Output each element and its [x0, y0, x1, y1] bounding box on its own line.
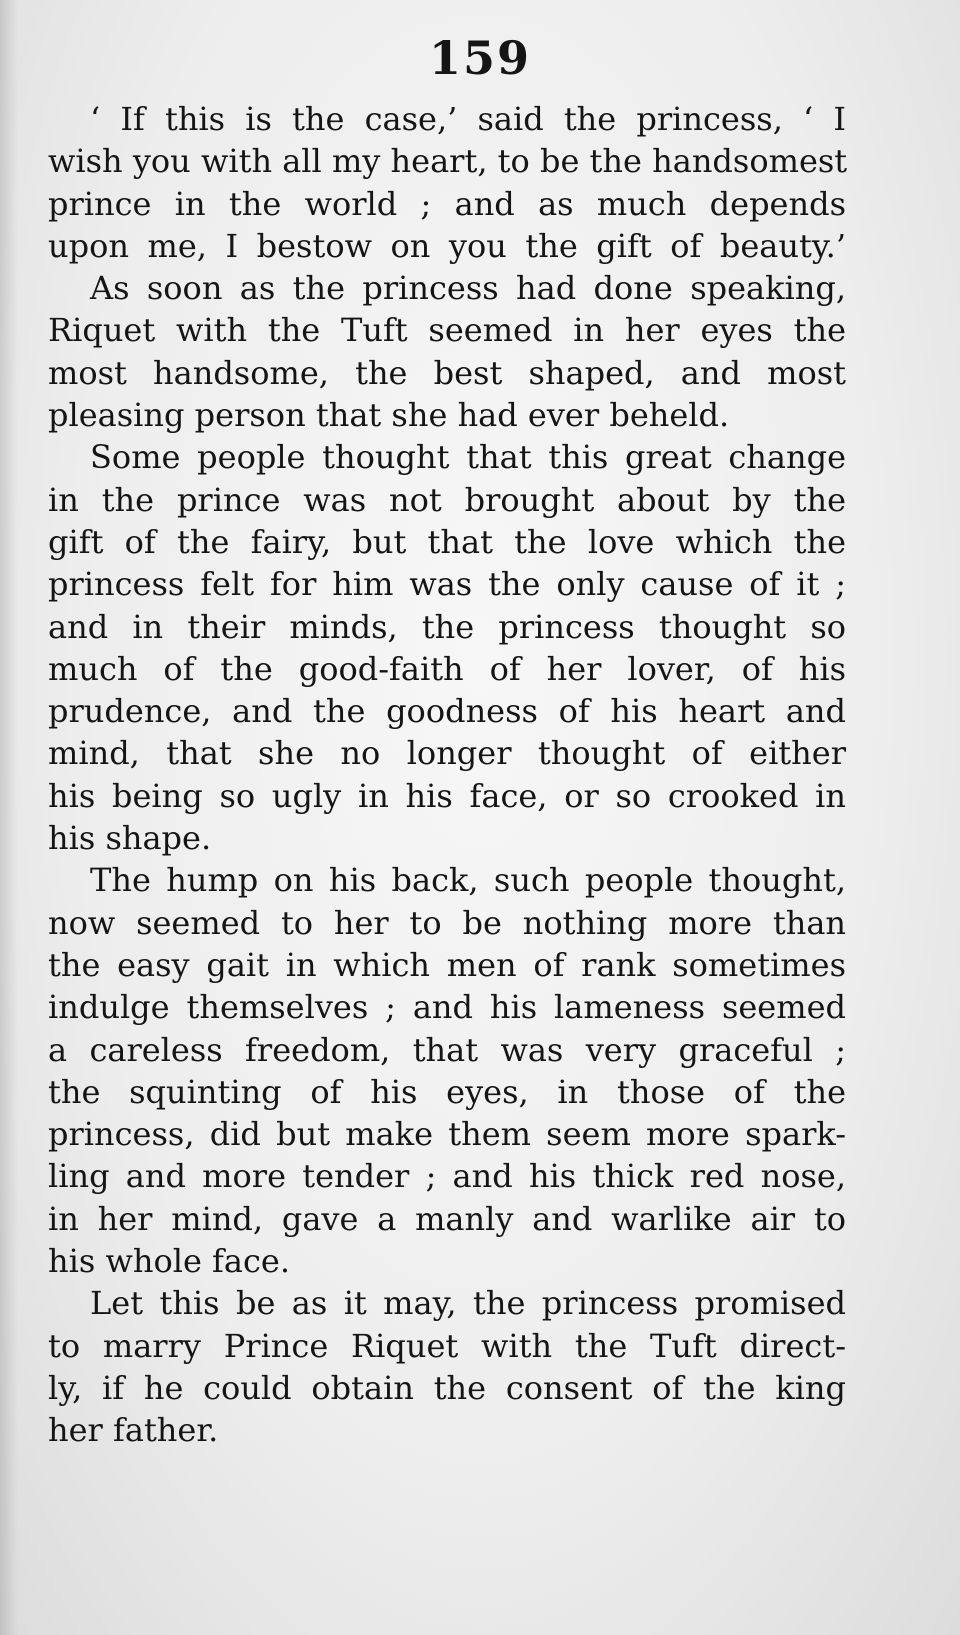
text-line: to marry Prince Riquet with the Tuft direct-: [48, 1326, 846, 1365]
text-line: mind, that she no longer thought of either: [48, 734, 846, 773]
text-line: in her mind, gave a manly and warlike air to: [48, 1199, 846, 1238]
text-line: Let this be as it may, the princess promised: [90, 1284, 846, 1323]
text-line: pleasing person that she had ever beheld.: [48, 396, 730, 435]
text-line: prince in the world ; and as much depends: [48, 184, 846, 223]
text-line: wish you with all my heart, to be the handsomest: [48, 142, 848, 181]
text-line: prudence, and the goodness of his heart and: [48, 692, 846, 731]
text-line: his whole face.: [48, 1242, 290, 1281]
text-line: princess, did but make them seem more spark-: [48, 1115, 846, 1154]
text-line: upon me, I bestow on you the gift of beauty.’: [48, 226, 846, 265]
text-line: most handsome, the best shaped, and most: [48, 353, 846, 392]
text-line: Some people thought that this great change: [90, 438, 846, 477]
text-line: ling and more tender ; and his thick red nose,: [48, 1157, 846, 1196]
text-line: As soon as the princess had done speaking,: [90, 269, 846, 308]
text-line: Riquet with the Tuft seemed in her eyes the: [48, 311, 846, 350]
text-line: gift of the fairy, but that the love which the: [48, 522, 846, 561]
text-line: now seemed to her to be nothing more than: [48, 903, 846, 942]
text-line: princess felt for him was the only cause of it ;: [48, 565, 846, 604]
text-line: a careless freedom, that was very graceful ;: [48, 1030, 846, 1069]
text-line: the squinting of his eyes, in those of the: [48, 1072, 846, 1111]
text-line: The hump on his back, such people thought,: [90, 861, 846, 900]
text-line: indulge themselves ; and his lameness seemed: [48, 988, 846, 1027]
text-line: his being so ugly in his face, or so crooked in: [48, 776, 846, 815]
text-line: her father.: [48, 1411, 219, 1450]
text-line: ‘ If this is the case,’ said the princess, ‘ I: [90, 100, 846, 138]
page-edge-shadow: [0, 0, 18, 1635]
text-line: the easy gait in which men of rank sometimes: [48, 945, 846, 984]
body-text: [48, 98, 846, 1452]
text-line: ly, if he could obtain the consent of the king: [48, 1368, 846, 1407]
text-line: much of the good-faith of her lover, of his: [48, 649, 846, 688]
text-line: and in their minds, the princess thought so: [48, 607, 846, 646]
text-line: in the prince was not brought about by the: [48, 480, 846, 519]
text-line: his shape.: [48, 819, 212, 858]
page-number: 159: [428, 31, 532, 85]
